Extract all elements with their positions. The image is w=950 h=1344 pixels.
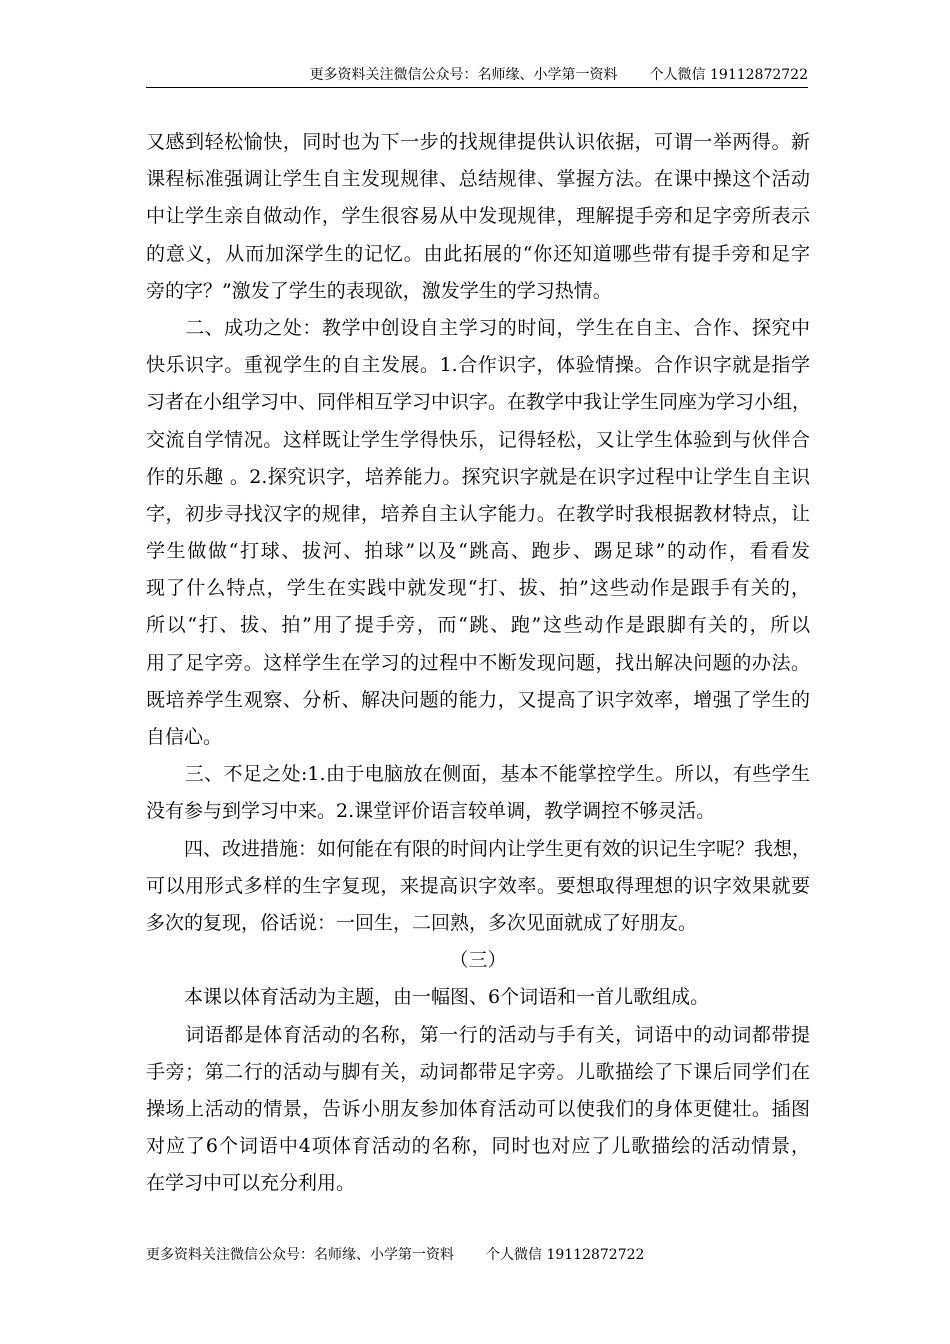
text-line: 自信心。 [146, 726, 223, 748]
text-line: 旁的字？”激发了学生的表现欲，激发学生的学习热情。 [146, 279, 612, 302]
text-line: 词语都是体育活动的名称，第一行的活动与手有关，词语中的动词都带提 [146, 1023, 810, 1046]
text-line: 现了什么特点，学生在实践中就发现“打、拔、拍”这些动作是跟手有关的， [146, 577, 810, 600]
text-line: 所以“打、拔、拍”用了提手旁，而“跳、跑”这些动作是跟脚有关的，所以 [146, 614, 810, 637]
document-body [146, 124, 810, 1202]
page-header [146, 64, 808, 88]
text-line: 学生做做“打球、拔河、拍球”以及“跳高、跑步、踢足球”的动作，看看发 [146, 540, 810, 563]
text-line: 二、成功之处：教学中创设自主学习的时间，学生在自主、合作、探究中 [146, 316, 810, 339]
text-line: 的意义，从而加深学生的记忆。由此拓展的“你还知道哪些带有提手旁和足字 [146, 242, 810, 265]
header-contact: 个人微信 19112872722 [649, 67, 808, 83]
text-line: 又感到轻松愉快，同时也为下一步的找规律提供认识依据，可谓一举两得。新 [146, 131, 810, 153]
text-line: 作的乐趣 。2.探究识字，培养能力。探究识字就是在识字过程中让学生自主识 [146, 465, 810, 488]
text-line: 可以用形式多样的生字复现，来提高识字效率。要想取得理想的识字效果就要 [146, 874, 810, 897]
text-line: 本课以体育活动为主题，由一幅图、6个词语和一首儿歌组成。 [146, 986, 710, 1009]
text-line: 三、不足之处:1.由于电脑放在侧面，基本不能掌控学生。所以，有些学生 [146, 763, 810, 786]
text-line: 没有参与到学习中来。2.课堂评价语言较单调，教学调控不够灵活。 [146, 800, 716, 823]
text-line: 课程标准强调让学生自主发现规律、总结规律、掌握方法。在课中操这个活动 [146, 168, 810, 191]
footer-contact: 个人微信 19112872722 [486, 1247, 645, 1263]
text-line: 对应了6个词语中4项体育活动的名称，同时也对应了儿歌描绘的活动情景， [146, 1135, 810, 1158]
page-footer [146, 1244, 644, 1266]
text-line: 字，初步寻找汉字的规律，培养自主认字能力。在教学时我根据教材特点，让 [146, 502, 810, 525]
footer-source: 更多资料关注微信公众号：名师缘、小学第一资料 [146, 1247, 454, 1263]
text-line: 既培养学生观察、分析、解决问题的能力，又提高了识字效率，增强了学生的 [146, 688, 810, 711]
text-line: 用了足字旁。这样学生在学习的过程中不断发现问题，找出解决问题的办法。 [146, 651, 810, 674]
text-line: 手旁；第二行的活动与脚有关，动词都带足字旁。儿歌描绘了下课后同学们在 [146, 1060, 810, 1083]
text-line: 中让学生亲自做动作，学生很容易从中发现规律，理解提手旁和足字旁所表示 [146, 205, 810, 228]
text-line: 四、改进措施：如何能在有限的时间内让学生更有效的识记生字呢？我想， [146, 837, 812, 860]
text-line: 交流自学情况。这样既让学生学得快乐，记得轻松，又让学生体验到与伙伴合 [146, 428, 810, 451]
text-line: 在学习中可以充分利用。 [146, 1172, 356, 1195]
header-source: 更多资料关注微信公众号：名师缘、小学第一资料 [309, 67, 618, 83]
text-line: 多次的复现，俗话说：一回生，二回熟，多次见面就成了好朋友。 [146, 911, 698, 934]
section-heading: （三） [449, 949, 507, 972]
text-line: 快乐识字。重视学生的自主发展。1.合作识字，体验情操。合作识字就是指学 [146, 354, 810, 377]
text-line: 操场上活动的情景，告诉小朋友参加体育活动可以使我们的身体更健壮。插图 [146, 1097, 810, 1120]
text-line: 习者在小组学习中、同伴相互学习中识字。在教学中我让学生同座为学习小组， [146, 391, 812, 414]
